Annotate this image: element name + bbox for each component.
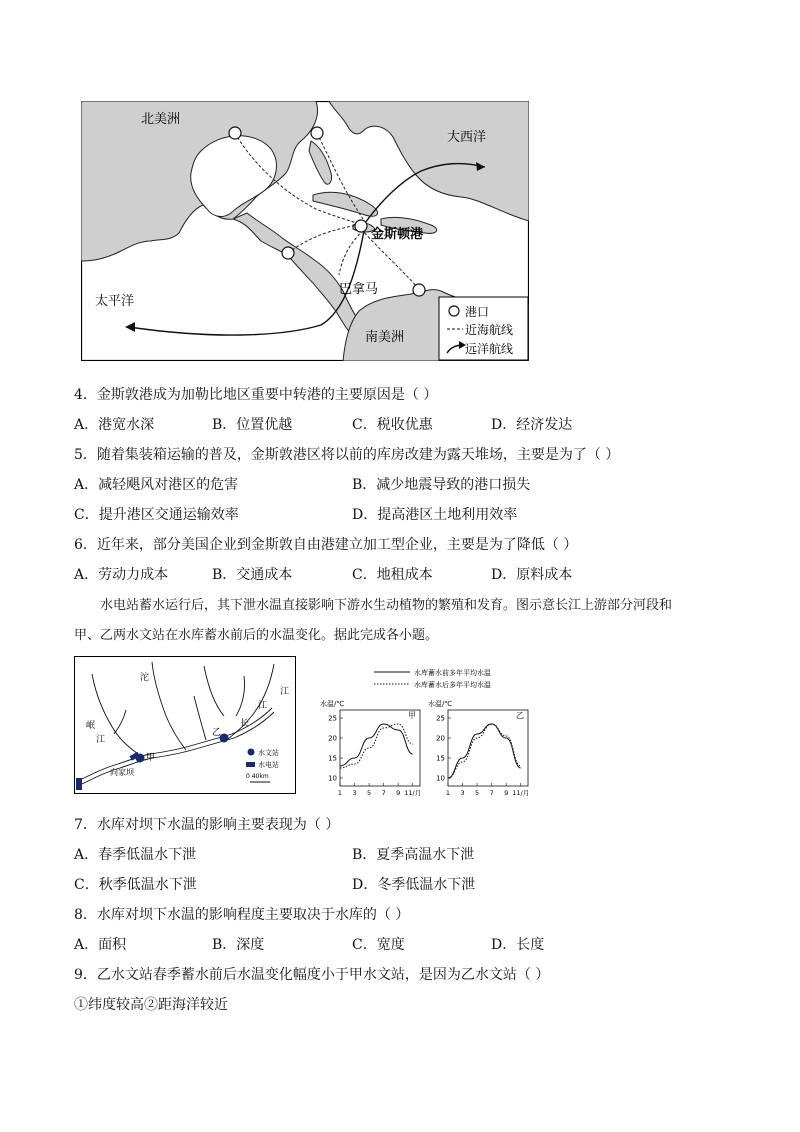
intro-line-2: 甲、乙两水文站在水库蓄水前后的水温变化。据此完成各小题。 — [74, 628, 439, 643]
label-jiang-main: 江 — [258, 701, 268, 711]
question-6-option-d[interactable]: D．原料成本 — [491, 567, 573, 583]
chart-jia-title: 甲 — [408, 711, 416, 720]
chart-jia-xtick-label: 1 — [337, 789, 343, 797]
chart-jia-ytick-label: 10 — [328, 774, 337, 783]
chart-jia-ylabel: 水温/℃ — [320, 700, 345, 708]
question-4-option-a[interactable]: A．港宽水深 — [74, 417, 155, 433]
label-yi: 乙 — [212, 728, 222, 738]
label-jia: 甲 — [146, 753, 156, 763]
chart-yi-ytick-label: 25 — [436, 714, 445, 723]
chart-yi-ytick-label: 20 — [436, 734, 445, 743]
legend-port-label: 港口 — [465, 305, 490, 319]
chart-yi — [428, 699, 529, 797]
question-6-stem: 6．近年来，部分美国企业到金斯敦自由港建立加工型企业，主要是为了降低（ ） — [74, 537, 578, 553]
question-5-option-d[interactable]: D．提高港区土地利用效率 — [352, 507, 518, 523]
water-temperature-charts — [318, 662, 558, 800]
label-jiang-upper: 江 — [280, 687, 290, 697]
chart-yi-series-before — [448, 724, 521, 778]
question-5-stem: 5．随着集装箱运输的普及，金斯敦港区将以前的库房改建为露天堆场，主要是为了（ ） — [74, 447, 620, 463]
question-4-option-c[interactable]: C．税收优惠 — [352, 417, 433, 433]
chart-jia-ytick-label: 15 — [328, 754, 337, 763]
legend-station-label: 水文站 — [258, 749, 279, 757]
label-panama: 巴拿马 — [339, 282, 379, 297]
chart-yi-frame — [448, 710, 528, 786]
chart-jia-xtick-label: 7 — [381, 789, 386, 797]
chart-yi-xtick-label: 9 — [504, 789, 509, 797]
legend-coastal-label: 近海航线 — [465, 323, 514, 337]
chart-jia-xtick-label: 9 — [396, 789, 401, 797]
question-8-option-c[interactable]: C．宽度 — [352, 937, 405, 953]
label-kingston: 金斯顿港 — [371, 227, 424, 242]
chart-yi-ytick-label: 10 — [436, 774, 445, 783]
legend-station-icon — [248, 749, 255, 756]
legend-hydro-label: 水电站 — [258, 761, 279, 769]
chart-jia-xtick-label: 3 — [352, 789, 357, 797]
label-atlantic: 大西洋 — [447, 130, 487, 145]
question-5-option-b[interactable]: B．减少地震导致的港口损失 — [352, 477, 531, 493]
chart-jia-xtick-label: 5 — [367, 789, 372, 797]
legend-hydro-icon — [246, 762, 255, 767]
chart-yi-ytick-label: 15 — [436, 754, 445, 763]
question-6-option-a[interactable]: A．劳动力成本 — [74, 567, 169, 583]
chart-yi-xtick-label: 11/月 — [512, 789, 530, 797]
label-tuo: 沱 — [140, 673, 150, 683]
question-8-option-d[interactable]: D．长度 — [491, 937, 545, 953]
question-7-option-a[interactable]: A．春季低温水下泄 — [74, 847, 197, 863]
label-north-america: 北美洲 — [141, 112, 181, 127]
question-8-option-a[interactable]: A．面积 — [74, 937, 127, 953]
legend-after-label: 水库蓄水后多年平均水温 — [414, 681, 491, 689]
question-7-option-c[interactable]: C．秋季低温水下泄 — [74, 877, 197, 893]
question-4-stem: 4．金斯敦港成为加勒比地区重要中转港的主要原因是（ ） — [74, 387, 438, 403]
legend-ocean-label: 远洋航线 — [465, 342, 514, 356]
chart-yi-xtick-label: 7 — [489, 789, 494, 797]
dam-upstream-icon — [76, 778, 82, 790]
label-min: 岷 — [86, 721, 96, 731]
chart-jia — [320, 699, 421, 797]
question-6-option-c[interactable]: C．地租成本 — [352, 567, 433, 583]
question-7-stem: 7．水库对坝下水温的影响主要表现为（ ） — [74, 817, 340, 833]
question-8-stem: 8．水库对坝下水温的影响程度主要取决于水库的（ ） — [74, 907, 410, 923]
question-9-stem: 9．乙水文站春季蓄水前后水温变化幅度小于甲水文站，是因为乙水文站（ ） — [74, 967, 550, 983]
question-7-option-d[interactable]: D．冬季低温水下泄 — [352, 877, 476, 893]
label-dam: 向家坝 — [110, 768, 134, 777]
chart-jia-series-before — [340, 724, 413, 766]
chart-jia-ytick-label: 20 — [328, 734, 337, 743]
label-pacific: 太平洋 — [95, 294, 135, 309]
question-9-statements: ①纬度较高②距海洋较近 — [74, 997, 228, 1013]
question-5-option-c[interactable]: C．提升港区交通运输效率 — [74, 507, 239, 523]
chart-yi-xtick-label: 1 — [445, 789, 451, 797]
chart-jia-ytick-label: 25 — [328, 714, 337, 723]
chart-jia-xtick-label: 11/月 — [404, 789, 422, 797]
intro-line-1: 水电站蓄水运行后，其下泄水温直接影响下游水生动植物的繁殖和发育。图示意长江上游部分河段和 — [100, 598, 673, 613]
caribbean-map — [81, 101, 529, 361]
chart-yi-xtick-label: 5 — [475, 789, 480, 797]
legend-port-icon — [449, 306, 459, 316]
chart-yi-ylabel: 水温/℃ — [428, 700, 453, 708]
legend-before-label: 水库蓄水前多年平均水温 — [414, 669, 491, 677]
chart-yi-series-after — [448, 724, 521, 778]
label-chang: 长 — [240, 719, 250, 729]
question-7-option-b[interactable]: B．夏季高温水下泄 — [352, 847, 475, 863]
label-south-america: 南美洲 — [365, 330, 405, 345]
chart-yi-xtick-label: 3 — [460, 789, 465, 797]
question-8-option-b[interactable]: B．深度 — [212, 937, 265, 953]
chart-yi-title: 乙 — [516, 711, 524, 720]
legend-scale-label: 0 40km — [246, 773, 269, 780]
question-6-option-b[interactable]: B．交通成本 — [212, 567, 293, 583]
question-4-option-b[interactable]: B．位置优越 — [212, 417, 293, 433]
question-5-option-a[interactable]: A．减轻飓风对港区的危害 — [74, 477, 239, 493]
question-4-option-d[interactable]: D．经济发达 — [491, 417, 573, 433]
yangtze-map — [74, 656, 296, 794]
label-jiang-min: 江 — [96, 735, 106, 745]
